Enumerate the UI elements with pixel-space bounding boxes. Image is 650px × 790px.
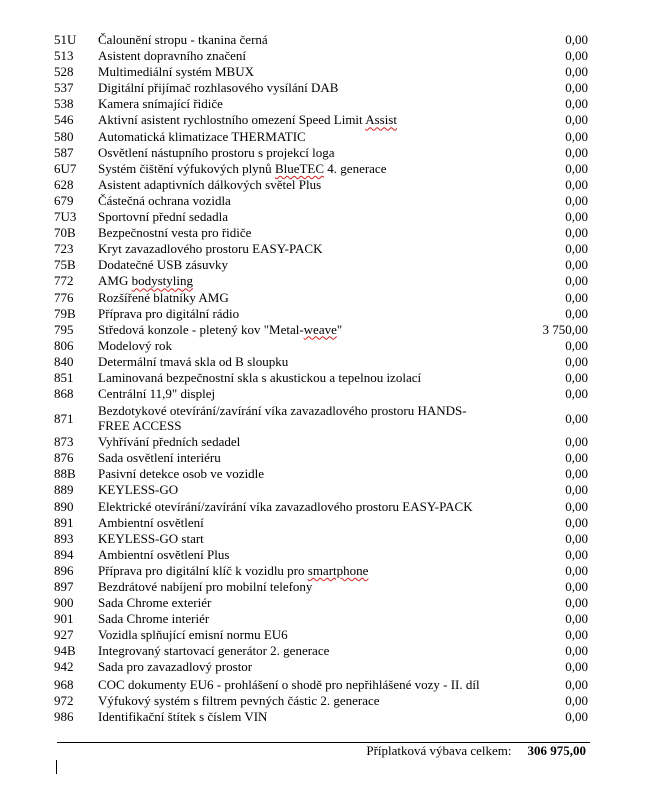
item-price: 0,00 xyxy=(565,112,588,128)
item-code: 896 xyxy=(54,562,74,578)
item-description: Středová konzole - pletený kov "Metal-weave" xyxy=(98,321,343,337)
item-price: 3 750,00 xyxy=(542,321,588,337)
table-row xyxy=(52,209,590,225)
item-price: 0,00 xyxy=(565,289,588,305)
item-code: 889 xyxy=(54,482,74,498)
item-price: 0,00 xyxy=(565,692,588,708)
table-row xyxy=(52,80,590,96)
item-description: Aktivní asistent rychlostního omezení Speed Limit Assist xyxy=(98,112,397,128)
item-price: 0,00 xyxy=(565,353,588,369)
item-code: 927 xyxy=(54,627,74,643)
spellcheck-mark: weave xyxy=(303,321,337,337)
item-description: Laminovaná bezpečnostní skla s akustickou a tepelnou izolací xyxy=(98,369,422,385)
total-value: 306 975,00 xyxy=(527,743,586,758)
item-code: 723 xyxy=(54,241,74,257)
item-code: 901 xyxy=(54,611,74,627)
item-code: 537 xyxy=(54,80,74,96)
item-price: 0,00 xyxy=(565,450,588,466)
item-price: 0,00 xyxy=(565,530,588,546)
item-price: 0,00 xyxy=(565,514,588,530)
item-code: 900 xyxy=(54,595,74,611)
item-description: AMG bodystyling xyxy=(98,273,193,289)
item-price: 0,00 xyxy=(565,410,588,426)
item-code: 70B xyxy=(54,225,76,241)
item-code: 851 xyxy=(54,369,74,385)
item-price: 0,00 xyxy=(565,369,588,385)
item-description: Bezdotykové otevírání/zavírání víka zavazadlového prostoru HANDS-FREE ACCESS xyxy=(98,403,467,434)
item-description: Elektrické otevírání/zavírání víka zavazadlového prostoru EASY-PACK xyxy=(98,498,473,514)
item-description: Modelový rok xyxy=(98,337,173,353)
item-code: 893 xyxy=(54,530,74,546)
item-code: 840 xyxy=(54,353,74,369)
table-row xyxy=(52,96,590,112)
item-code: 528 xyxy=(54,64,74,80)
item-description: Systém čištění výfukových plynů BlueTEC 4. generace xyxy=(98,160,387,176)
item-code: 546 xyxy=(54,112,74,128)
item-description: KEYLESS-GO xyxy=(98,482,179,498)
table-row xyxy=(52,450,590,466)
table-row xyxy=(52,402,590,434)
item-price: 0,00 xyxy=(565,48,588,64)
table-row xyxy=(52,225,590,241)
item-price: 0,00 xyxy=(565,482,588,498)
table-row xyxy=(52,627,590,643)
spellcheck-mark: smartphone xyxy=(307,562,369,578)
item-price: 0,00 xyxy=(565,579,588,594)
table-row xyxy=(52,579,590,595)
item-code: 795 xyxy=(54,321,74,337)
item-code: 88B xyxy=(54,466,76,482)
table-row xyxy=(52,515,590,531)
table-row xyxy=(52,306,590,322)
table-row xyxy=(52,177,590,193)
item-code: 538 xyxy=(54,96,74,112)
item-description: Identifikační štítek s číslem VIN xyxy=(98,708,268,724)
item-price: 0,00 xyxy=(565,337,588,353)
spellcheck-mark: Assist xyxy=(365,112,397,128)
table-row xyxy=(52,161,590,177)
item-price: 0,00 xyxy=(565,627,588,643)
item-price: 0,00 xyxy=(565,595,588,611)
item-price: 0,00 xyxy=(565,546,588,562)
item-description: Asistent adaptivních dálkových světel Plus xyxy=(98,176,322,192)
item-code: 587 xyxy=(54,144,74,160)
item-description: Sada Chrome interiér xyxy=(98,611,210,627)
total-row xyxy=(57,743,586,759)
item-description: Částečná ochrana vozidla xyxy=(98,192,231,208)
table-row xyxy=(52,193,590,209)
table-row xyxy=(52,129,590,145)
item-price: 0,00 xyxy=(565,80,588,96)
table-row xyxy=(52,241,590,257)
item-code: 6U7 xyxy=(54,160,77,176)
item-description: Sada pro zavazadlový prostor xyxy=(98,659,253,675)
item-price: 0,00 xyxy=(565,64,588,80)
item-price: 0,00 xyxy=(565,708,588,724)
table-row xyxy=(52,693,590,709)
table-row xyxy=(52,595,590,611)
table-row xyxy=(52,354,590,370)
item-price: 0,00 xyxy=(565,144,588,160)
table-row xyxy=(52,370,590,386)
item-price: 0,00 xyxy=(565,209,588,225)
item-price: 0,00 xyxy=(565,466,588,482)
table-row xyxy=(52,547,590,563)
item-price: 0,00 xyxy=(565,241,588,257)
item-description: Bezdrátové nabíjení pro mobilní telefony xyxy=(98,579,313,594)
item-description: Vozidla splňující emisní normu EU6 xyxy=(98,627,288,643)
item-description: Bezpečnostní vesta pro řidiče xyxy=(98,225,252,241)
item-code: 75B xyxy=(54,257,76,273)
table-row xyxy=(52,676,590,693)
item-price: 0,00 xyxy=(565,160,588,176)
item-code: 891 xyxy=(54,514,74,530)
item-price: 0,00 xyxy=(565,562,588,578)
table-row xyxy=(52,338,590,354)
item-description: Dodatečné USB zásuvky xyxy=(98,257,228,273)
table-row xyxy=(52,531,590,547)
item-code: 942 xyxy=(54,659,74,675)
total-label: Příplatková výbava celkem: xyxy=(366,743,512,758)
table-row xyxy=(52,48,590,64)
item-price: 0,00 xyxy=(565,225,588,241)
item-description: Kryt zavazadlového prostoru EASY-PACK xyxy=(98,241,323,257)
item-price: 0,00 xyxy=(565,434,588,450)
table-row xyxy=(52,643,590,659)
item-description: Rozšířené blatníky AMG xyxy=(98,289,229,305)
item-price: 0,00 xyxy=(565,498,588,514)
table-row xyxy=(52,273,590,289)
item-code: 873 xyxy=(54,434,74,450)
item-code: 79B xyxy=(54,305,76,321)
spellcheck-mark: BlueTEC xyxy=(274,160,325,176)
table-row xyxy=(52,112,590,128)
item-description: Sada osvětlení interiéru xyxy=(98,450,221,466)
item-code: 772 xyxy=(54,273,74,289)
table-row xyxy=(52,386,590,402)
item-code: 890 xyxy=(54,498,74,514)
item-code: 876 xyxy=(54,450,74,466)
item-description: Multimediální systém MBUX xyxy=(98,64,254,80)
item-price: 0,00 xyxy=(565,611,588,627)
item-code: 513 xyxy=(54,48,74,64)
item-code: 580 xyxy=(54,128,74,144)
item-description: Příprava pro digitální rádio xyxy=(98,305,240,321)
item-price: 0,00 xyxy=(565,386,588,402)
item-description: Automatická klimatizace THERMATIC xyxy=(98,128,306,144)
item-description: COC dokumenty EU6 - prohlášení o shodě pro nepřihlášené vozy - II. díl xyxy=(98,676,480,692)
item-price: 0,00 xyxy=(565,305,588,321)
table-row xyxy=(52,257,590,273)
item-description: Příprava pro digitální klíč k vozidlu pro smartphone xyxy=(98,562,369,578)
item-code: 806 xyxy=(54,337,74,353)
item-price: 0,00 xyxy=(565,676,588,692)
table-row xyxy=(52,145,590,161)
table-row xyxy=(52,499,590,515)
item-code: 894 xyxy=(54,546,74,562)
item-code: 968 xyxy=(54,676,74,692)
item-description: Pasivní detekce osob ve vozidle xyxy=(98,466,265,482)
item-description: Digitální přijímač rozhlasového vysílání DAB xyxy=(98,80,339,96)
item-code: 679 xyxy=(54,192,74,208)
item-code: 986 xyxy=(54,708,74,724)
item-description: Sportovní přední sedadla xyxy=(98,209,228,225)
item-price: 0,00 xyxy=(565,659,588,675)
item-code: 776 xyxy=(54,289,74,305)
item-price: 0,00 xyxy=(565,176,588,192)
item-description: Determální tmavá skla od B sloupku xyxy=(98,353,289,369)
table-row xyxy=(52,290,590,306)
table-row xyxy=(52,434,590,450)
item-code: 868 xyxy=(54,386,74,402)
item-code: 94B xyxy=(54,643,76,659)
item-description: Osvětlení nástupního prostoru s projekcí loga xyxy=(98,144,335,160)
item-code: 897 xyxy=(54,579,74,594)
table-row xyxy=(52,563,590,579)
item-description: Kamera snímající řidiče xyxy=(98,96,223,112)
item-description: Centrální 11,9" displej xyxy=(98,386,216,402)
item-price: 0,00 xyxy=(565,96,588,112)
item-code: 871 xyxy=(54,410,74,426)
table-row xyxy=(52,322,590,338)
table-row xyxy=(52,32,590,48)
text-cursor xyxy=(56,760,57,774)
item-code: 51U xyxy=(54,32,77,47)
item-description: Ambientní osvětlení xyxy=(98,514,204,530)
item-description: Asistent dopravního značení xyxy=(98,48,247,64)
item-price: 0,00 xyxy=(565,32,588,47)
options-table xyxy=(52,32,590,725)
item-description: Vyhřívání předních sedadel xyxy=(98,434,241,450)
table-row xyxy=(52,482,590,498)
item-price: 0,00 xyxy=(565,273,588,289)
item-code: 7U3 xyxy=(54,209,77,225)
item-price: 0,00 xyxy=(565,643,588,659)
item-code: 628 xyxy=(54,176,74,192)
table-row xyxy=(52,64,590,80)
options-table-body xyxy=(52,32,590,725)
item-code: 972 xyxy=(54,692,74,708)
table-row xyxy=(52,611,590,627)
item-price: 0,00 xyxy=(565,128,588,144)
item-price: 0,00 xyxy=(565,192,588,208)
item-price: 0,00 xyxy=(565,257,588,273)
table-row xyxy=(52,466,590,482)
table-row xyxy=(52,659,590,675)
spellcheck-mark: bodystyling xyxy=(131,273,193,289)
item-description: Čalounění stropu - tkanina černá xyxy=(98,32,268,47)
item-description: Výfukový systém s filtrem pevných částic 2. generace xyxy=(98,692,380,708)
table-row xyxy=(52,709,590,725)
item-description: Sada Chrome exteriér xyxy=(98,595,212,611)
item-description: KEYLESS-GO start xyxy=(98,530,204,546)
item-description: Ambientní osvětlení Plus xyxy=(98,546,230,562)
item-description: Integrovaný startovací generátor 2. generace xyxy=(98,643,330,659)
